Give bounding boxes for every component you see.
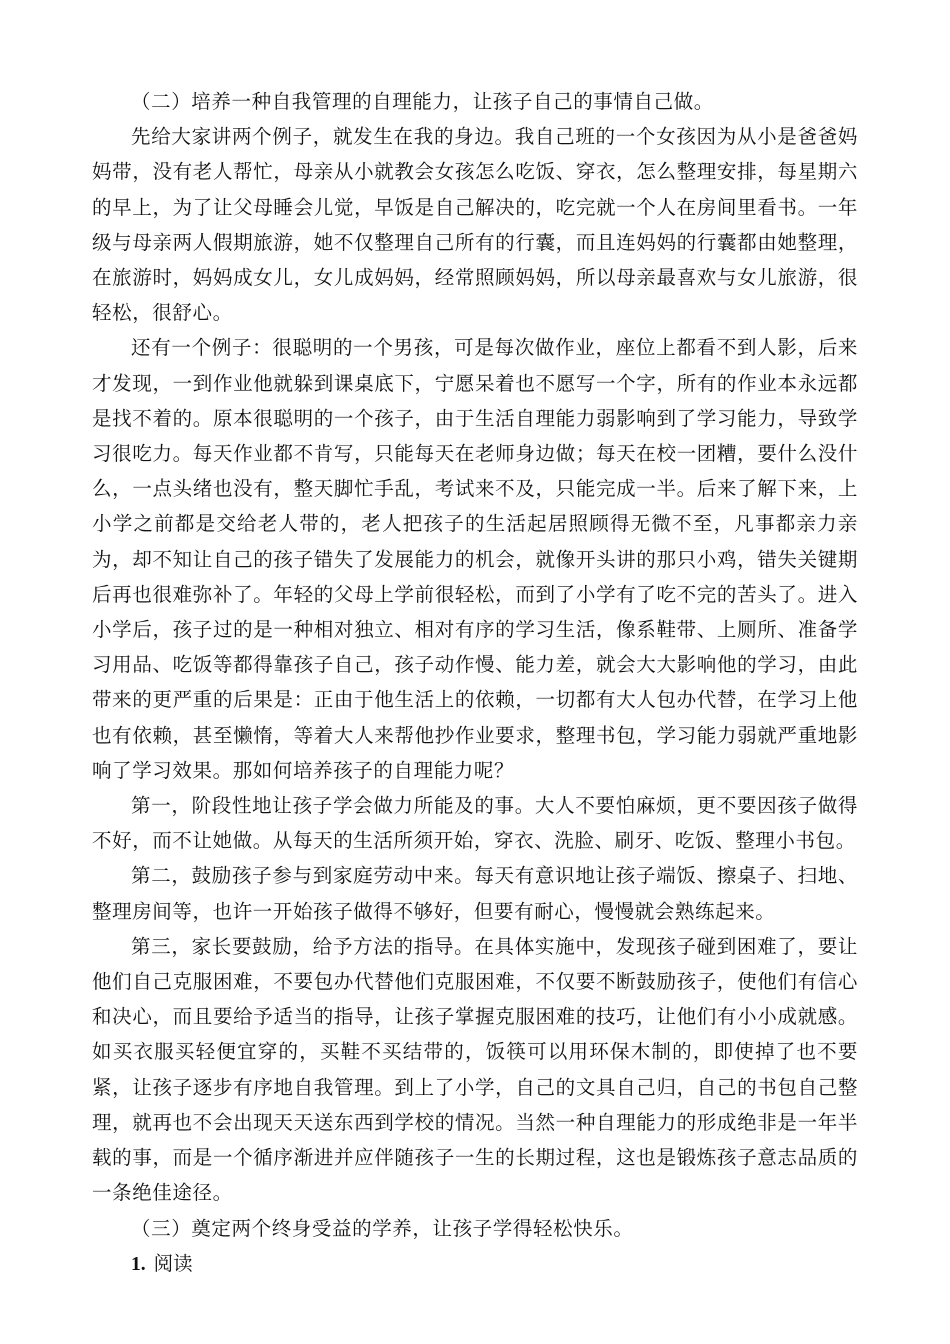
paragraph-example-boy: 还有一个例子：很聪明的一个男孩，可是每次做作业，座位上都看不到人影，后来才发现，一到作业他就躲到课桌底下，宁愿呆着也不愿写一个字，所有的作业本永远都是找不着的。原本很聪明的一个孩子，由于生活自理能力弱影响到了学习能力，导致学习很吃力。每天作业都不肯写，只能每天在老师身边做；每天在校一团糟，要什么没什么，一点头绪也没有，整天脚忙手乱，考试来不及，只能完成一半。后来了解下来，上小学之前都是交给老人带的，老人把孩子的生活起居照顾得无微不至，凡事都亲力亲为，却不知让自己的孩子错失了发展能力的机会，就像开头讲的那只小鸡，错失关键期后再也很难弥补了。年轻的父母上学前很轻松，而到了小学有了吃不完的苦头了。进入小学后，孩子过的是一种相对独立、相对有序的学习生活，像系鞋带、上厕所、准备学习用品、吃饭等都得靠孩子自己，孩子动作慢、能力差，就会大大影响他的学习，由此带来的更严重的后果是：正由于他生活上的依赖，一切都有大人包办代替，在学习上他也有依赖，甚至懒惰，等着大人来帮他抄作业要求，整理书包，学习能力弱就严重地影响了学习效果。那如何培养孩子的自理能力呢？ (92, 336, 858, 782)
section-heading-2: （二）培养一种自我管理的自理能力，让孩子自己的事情自己做。 (131, 90, 714, 113)
paragraph-second-point: 第二，鼓励孩子参与到家庭劳动中来。每天有意识地让孩子端饭、擦桌子、扫地、整理房间等，也许一开始孩子做得不够好，但要有耐心，慢慢就会熟练起来。 (92, 864, 858, 923)
section-heading-3: （三）奠定两个终身受益的学养，让孩子学得轻松快乐。 (131, 1216, 634, 1240)
paragraph-third-point: 第三，家长要鼓励，给予方法的指导。在具体实施中，发现孩子碰到困难了，要让他们自己克服困难，不要包办代替他们克服困难，不仅要不断鼓励孩子，使他们有信心和决心，而且要给予适当的指导，让孩子掌握克服困难的技巧，让他们有小小成就感。如买衣服买轻便宜穿的，买鞋不买结带的，饭筷可以用环保木制的，即使掉了也不要紧，让孩子逐步有序地自我管理。到上了小学，自己的文具自己归，自己的书包自己整理，就再也不会出现天天送东西到学校的情况。当然一种自理能力的形成绝非是一年半载的事，而是一个循序渐进并应伴随孩子一生的长期过程，这也是锻炼孩子意志品质的一条绝佳途径。 (92, 934, 858, 1205)
list-item-reading (92, 1246, 858, 1282)
paragraph-first-point: 第一，阶段性地让孩子学会做力所能及的事。大人不要怕麻烦，更不要因孩子做得不好，而不让她做。从每天的生活所须开始，穿衣、洗脸、刷牙、吃饭、整理小书包。 (92, 794, 858, 853)
list-item-number: 1. (131, 1253, 146, 1275)
paragraph-example-girl: 先给大家讲两个例子，就发生在我的身边。我自己班的一个女孩因为从小是爸爸妈妈带，没有老人帮忙，母亲从小就教会女孩怎么吃饭、穿衣，怎么整理安排，每星期六的早上，为了让父母睡会儿觉，早饭是自己解决的，吃完就一个人在房间里看书。一年级与母亲两人假期旅游，她不仅整理自己所有的行囊，而且连妈妈的行囊都由她整理，在旅游时，妈妈成女儿，女儿成妈妈，经常照顾妈妈，所以母亲最喜欢与女儿旅游，很轻松，很舒心。 (92, 125, 858, 325)
list-item-label: 阅读 (153, 1251, 193, 1275)
